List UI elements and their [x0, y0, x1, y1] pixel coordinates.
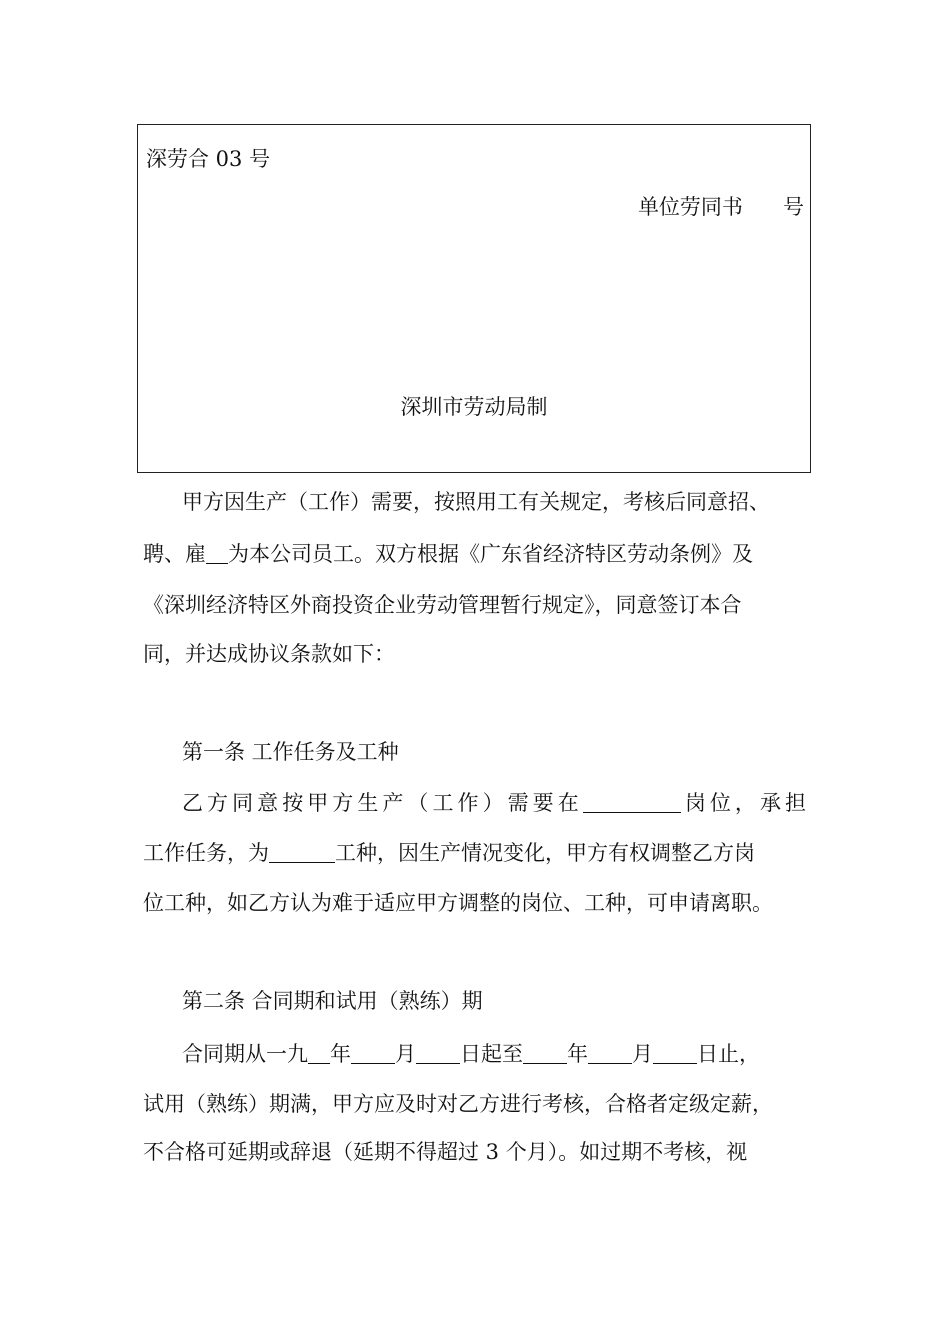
issuer-label: 深圳市劳动局制: [400, 395, 548, 419]
end-day-blank: [653, 1041, 697, 1064]
intro-line-2-start: 聘、雇: [143, 542, 206, 566]
cover-box: [137, 124, 811, 473]
article-1-line-2: [143, 839, 823, 867]
contract-code: 深劳合 03 号: [146, 147, 271, 171]
end-month-blank: [588, 1041, 632, 1064]
end-day-label: 日止，: [697, 1042, 760, 1066]
article-1-title: 第一条 工作任务及工种: [182, 740, 399, 764]
start-year-blank: [308, 1041, 330, 1064]
employee-name-blank: [206, 541, 228, 564]
end-month-label: 月: [632, 1042, 653, 1066]
start-day-blank: [416, 1041, 460, 1064]
intro-line-2-end: 为本公司员工。双方根据《广东省经济特区劳动条例》及: [228, 542, 753, 566]
article-2-line-3: 不合格可延期或辞退（延期不得超过 3 个月）。如过期不考核，视: [143, 1140, 748, 1164]
start-day-label: 日起至: [460, 1042, 523, 1066]
start-year-label: 年: [330, 1042, 351, 1066]
unit-contract-number: 单位劳同书 号: [637, 195, 804, 219]
end-year-label: 年: [567, 1042, 588, 1066]
intro-line-4: 同，并达成协议条款如下：: [143, 642, 395, 666]
article-2-line-1: [182, 1040, 862, 1068]
intro-line-1: 甲方因生产（工作）需要，按照用工有关规定，考核后同意招、: [182, 490, 770, 514]
article-2-start-label: 合同期从一九: [182, 1042, 308, 1066]
start-month-label: 月: [395, 1042, 416, 1066]
article-2-title: 第二条 合同期和试用（熟练）期: [182, 989, 483, 1013]
position-blank: [583, 790, 681, 813]
article-2-line-2: 试用（熟练）期满，甲方应及时对乙方进行考核，合格者定级定薪，: [143, 1092, 773, 1116]
intro-line-2: [143, 540, 823, 568]
intro-line-3: 《深圳经济特区外商投资企业劳动管理暂行规定》，同意签订本合: [143, 593, 742, 617]
article-1-line-2-end: 工种，因生产情况变化，甲方有权调整乙方岗: [335, 841, 755, 865]
job-type-blank: [269, 840, 335, 863]
start-month-blank: [351, 1041, 395, 1064]
article-1-line-1-start: 乙方同意按甲方生产（工作）需要在: [182, 791, 583, 815]
article-1-line-3: 位工种，如乙方认为难于适应甲方调整的岗位、工种，可申请离职。: [143, 891, 773, 915]
article-1-line-1: [182, 789, 806, 817]
article-1-line-1-end: 岗位，承担: [680, 791, 807, 815]
end-year-blank: [523, 1041, 567, 1064]
article-1-line-2-start: 工作任务，为: [143, 841, 269, 865]
